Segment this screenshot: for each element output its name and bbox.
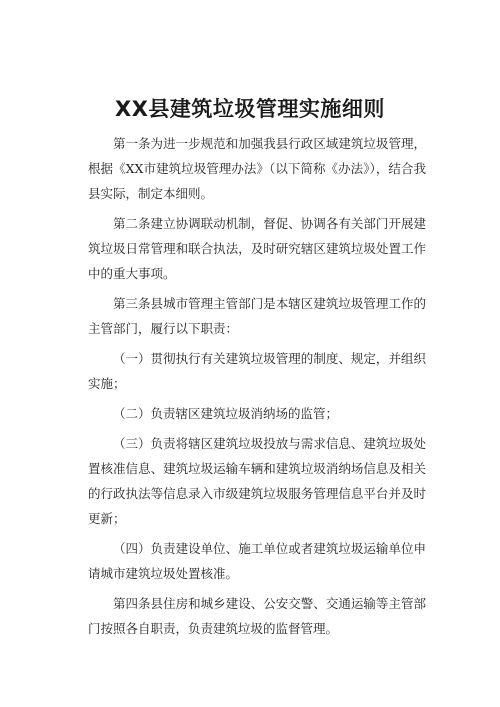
article-4-paragraph: 第四条县住房和城乡建设、公安交警、交通运输等主管部门按照各自职责，负责建筑垃圾的监督管理。	[88, 596, 426, 636]
document-body	[88, 131, 426, 646]
article-1-paragraph: 第一条为进一步规范和加强我县行政区域建筑垃圾管理，根据《XX市建筑垃圾管理办法》（以下简称《办法》），结合我县实际，制定本细则。	[88, 136, 426, 201]
duty-item-3: （三）负责将辖区建筑垃圾投放与需求信息、建筑垃圾处置核准信息、建筑垃圾运输车辆和建筑垃圾消纳场信息及相关的行政执法等信息录入市级建筑垃圾服务管理信息平台并及时更新；	[88, 436, 426, 526]
duty-item-1: （一）贯彻执行有关建筑垃圾管理的制度、规定，并组织实施；	[88, 351, 426, 391]
duty-item-2: （二）负责辖区建筑垃圾消纳场的监管；	[113, 406, 339, 421]
article-2-paragraph: 第二条建立协调联动机制，督促、协调各有关部门开展建筑垃圾日常管理和联合执法，及时研究辖区建筑垃圾处置工作中的重大事项。	[88, 216, 426, 281]
document-title: XX县建筑垃圾管理实施细则	[115, 97, 385, 121]
article-3-paragraph: 第三条县城市管理主管部门是本辖区建筑垃圾管理工作的主管部门，履行以下职责：	[88, 296, 426, 336]
duty-item-4: （四）负责建设单位、施工单位或者建筑垃圾运输单位申请城市建筑垃圾处置核准。	[88, 541, 426, 581]
